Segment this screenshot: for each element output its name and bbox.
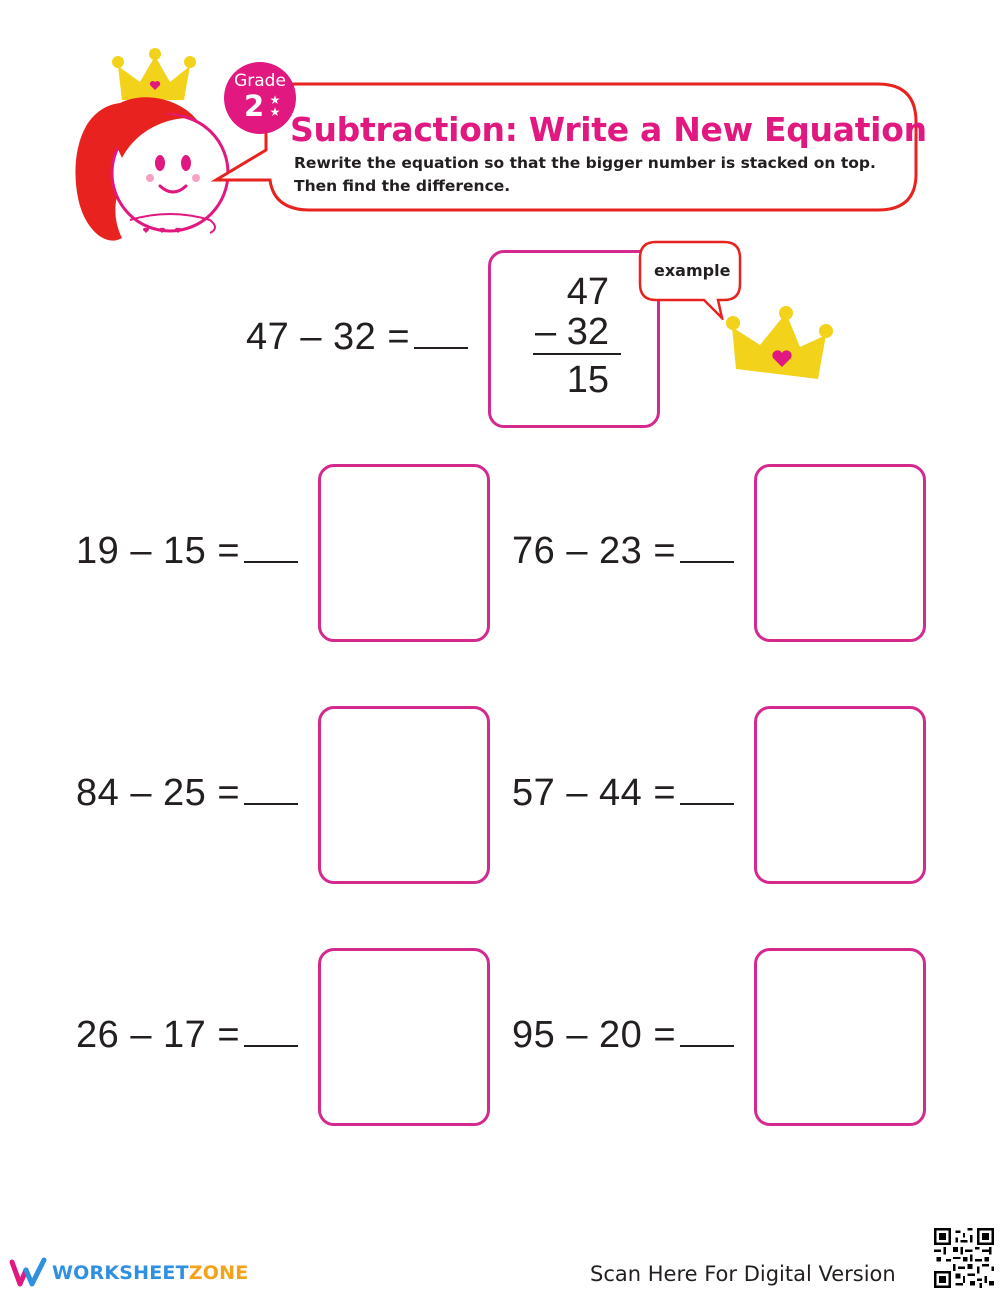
problem-equation bbox=[512, 772, 734, 815]
problem-equation bbox=[76, 772, 298, 815]
page-title: Subtraction: Write a New Equation bbox=[290, 110, 927, 149]
crown-icon bbox=[726, 305, 834, 385]
problem-equation bbox=[76, 530, 298, 573]
answer-blank[interactable] bbox=[680, 1044, 734, 1047]
example-label: example bbox=[654, 261, 731, 280]
brand-logo[interactable] bbox=[52, 1262, 248, 1284]
example-bottom-number: – 32 bbox=[535, 311, 609, 353]
grade-number: 2 bbox=[244, 89, 265, 123]
logo-text-zone: ZONE bbox=[188, 1262, 249, 1284]
answer-blank[interactable] bbox=[680, 802, 734, 805]
answer-box[interactable] bbox=[318, 464, 490, 642]
problem-equation-text: 57 – 44 = bbox=[512, 772, 677, 814]
example-divider-line bbox=[533, 353, 621, 355]
example-top-number: 47 bbox=[566, 271, 609, 313]
problem-equation-text: 84 – 25 = bbox=[76, 772, 241, 814]
answer-box[interactable] bbox=[318, 948, 490, 1126]
scan-prompt: Scan Here For Digital Version bbox=[590, 1262, 896, 1286]
answer-blank[interactable] bbox=[244, 1044, 298, 1047]
answer-box[interactable] bbox=[754, 706, 926, 884]
example-equation-text: 47 – 32 = bbox=[246, 316, 411, 358]
answer-box[interactable] bbox=[318, 706, 490, 884]
problem-equation bbox=[512, 530, 734, 573]
qr-code-icon[interactable] bbox=[934, 1228, 994, 1288]
answer-blank bbox=[414, 346, 468, 349]
answer-blank[interactable] bbox=[244, 802, 298, 805]
star-icon: ★ ★ bbox=[269, 93, 281, 119]
grade-label: Grade bbox=[234, 71, 286, 91]
problem-equation-text: 26 – 17 = bbox=[76, 1014, 241, 1056]
example-box bbox=[488, 250, 660, 428]
problem-equation-text: 95 – 20 = bbox=[512, 1014, 677, 1056]
worksheet-zone-logo-icon bbox=[8, 1254, 48, 1290]
instructions-text: Rewrite the equation so that the bigger number is stacked on top. Then find the difference. bbox=[294, 154, 876, 195]
logo-text-worksheet: WORKSHEET bbox=[52, 1262, 189, 1284]
answer-box[interactable] bbox=[754, 948, 926, 1126]
grade-badge bbox=[224, 62, 296, 134]
answer-blank[interactable] bbox=[244, 560, 298, 563]
answer-blank[interactable] bbox=[680, 560, 734, 563]
problem-equation-text: 76 – 23 = bbox=[512, 530, 677, 572]
problem-equation-text: 19 – 15 = bbox=[76, 530, 241, 572]
example-equation bbox=[246, 316, 468, 359]
problem-equation bbox=[512, 1014, 734, 1057]
problem-equation bbox=[76, 1014, 298, 1057]
example-answer: 15 bbox=[566, 359, 609, 401]
answer-box[interactable] bbox=[754, 464, 926, 642]
